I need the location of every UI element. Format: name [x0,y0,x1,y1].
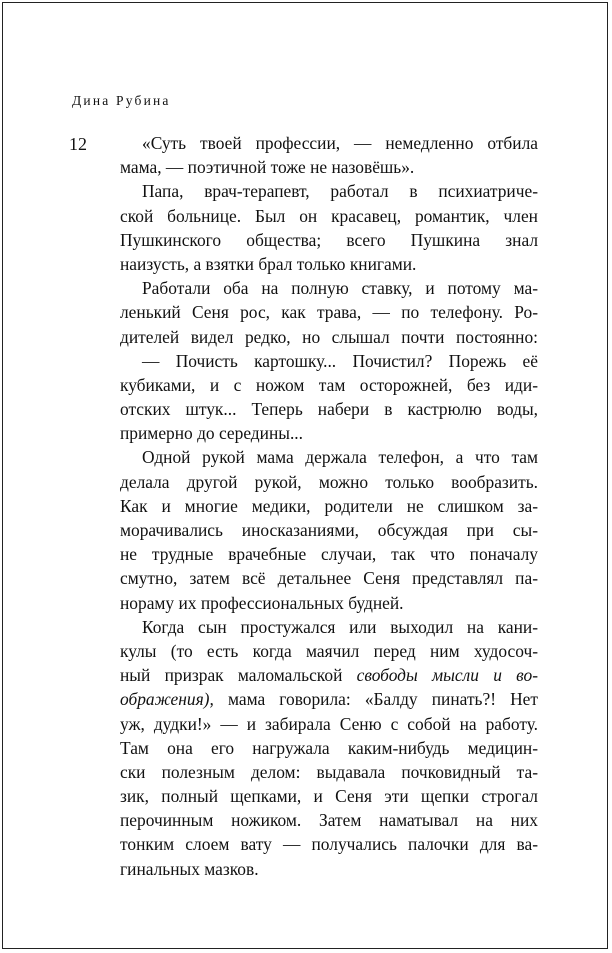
text-line: зик, полный щепками, и Сеня эти щепки строгал [120,786,538,807]
text-line: ски полезным делом: выдавала почковидный та- [120,761,538,782]
text-line: Пушкинского общества; всего Пушкина знал [120,229,538,250]
text-line [120,687,538,711]
text-line: Когда сын простужался или выходил на кани- [142,616,538,637]
page-number: 12 [69,134,87,154]
running-head-author: Дина Рубина [72,93,171,108]
text-line: делала другой рукой, можно только вообразить. [120,471,538,492]
text-line: не трудные врачебные случаи, так что поначалу [120,544,538,565]
italic-text-segment: свободы мысли и во- [356,665,538,686]
text-line: — Почисть картошку... Почистил? Порежь её [142,350,538,371]
text-segment: мама говорила: «Балду пинать?! Нет [213,689,538,710]
text-line: «Суть твоей профессии, — немедленно отбила [142,133,538,153]
text-line: мама, — поэтичной тоже не назовёшь». [120,157,415,178]
text-segment: ный призрак маломальской [120,665,357,686]
text-line: смутно, затем всё детальнее Сеня представлял па- [120,568,538,589]
italic-text-segment: ображения), [120,689,214,710]
body-text [120,131,538,881]
text-line: нораму их профессиональных будней. [120,592,404,613]
text-line: ской больнице. Был он красавец, романтик, член [120,205,538,226]
text-line: морачивались иносказаниями, обсуждая при сы- [120,520,538,540]
text-line: гинальных мазков. [120,858,259,879]
text-line: наизусть, а взятки брал только книгами. [120,253,417,274]
text-line: Папа, врач-терапевт, работал в психиатриче- [142,181,538,202]
text-line [120,663,538,687]
text-line: уж, дудки!» — и забирала Сеню с собой на работу. [120,713,538,734]
text-line: отских штук... Теперь набери в кастрюлю воды, [120,399,538,420]
text-line: Одной рукой мама держала телефон, а что там [142,447,538,468]
text-line: тонким слоем вату — получались палочки для ва- [120,834,538,855]
text-line: Как и многие медики, родители не слишком за- [120,495,538,516]
text-line: ленький Сеня рос, как трава, — по телефону. Ро- [120,302,538,323]
text-line: кубиками, и с ножом там осторожней, без иди- [120,374,538,395]
text-line: кулы (то есть когда маячил перед ним худосоч- [120,640,538,661]
text-line: дителей видел редко, но слышал почти постоянно: [120,326,538,347]
text-line: Работали оба на полную ставку, и потому ма- [142,278,538,299]
text-line: перочинным ножиком. Затем наматывал на них [120,810,538,831]
text-line: Там она его нагружала каким-нибудь медицин- [120,737,538,758]
text-line: примерно до середины... [120,423,303,444]
